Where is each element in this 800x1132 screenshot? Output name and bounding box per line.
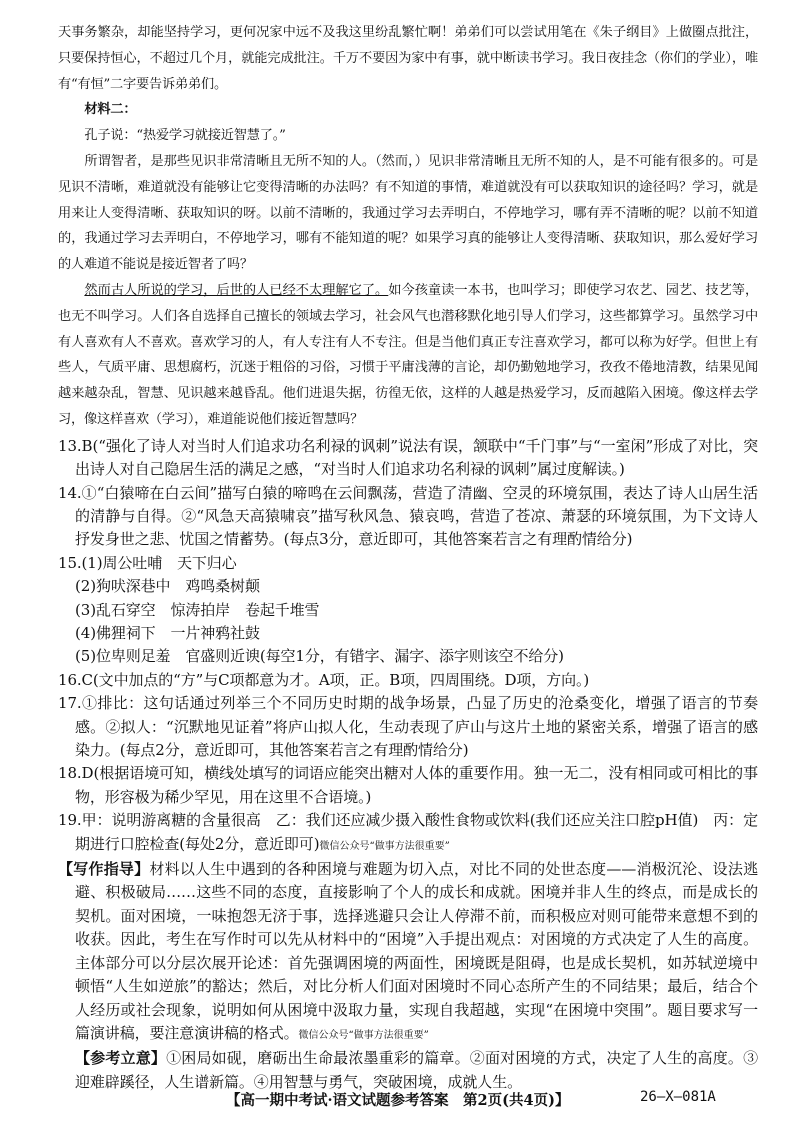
answer-17: 17.①排比：这句话通过列举三个不同历史时期的战争场景，凸显了历史的沧桑变化，增强了语言的节奏感。②拟人：“沉默地见证着”将庐山拟人化，生动表现了庐山与这片土地的紧密关系，增强了语言的感染力。(每点2分，意近即可，其他答案若言之有理酌情给分)	[58, 694, 758, 760]
answer-15-3: (3)乱石穿空 惊涛拍岸 卷起千堆雪	[75, 600, 320, 619]
answer-15-2: (2)狗吠深巷中 鸡鸣桑树颠	[75, 577, 260, 596]
answer-19-text: 19.甲：说明游离糖的含量很高 乙：我们还应减少摄入酸性食物或饮料(我们还应关注口腔pH值) 丙：定期进行口腔检查(每处2分，意近即可)	[58, 811, 758, 853]
watermark-text: 微信公众号“做事方法很重要”	[319, 840, 450, 852]
reference-ideas	[58, 1047, 758, 1094]
translation-section	[58, 20, 758, 433]
answer-15-1: 15.(1)周公吐哺 天下归心	[58, 553, 237, 572]
answer-15-4: (4)佛狸祠下 一片神鸦社鼓	[75, 624, 260, 642]
answer-14: 14.①“白猿啼在白云间”描写白猿的啼鸣在云间飘荡，营造了清幽、空灵的环境氛围，表达了诗人山居生活的清静与自得。②“风急天高猿啸哀”描写秋风急、猿哀鸣，营造了苍凉、萧瑟的环境氛围，为下文诗人抒发身世之悲、忧国之情蓄势。(每点3分，意近即可，其他答案若言之有理酌情给分)	[58, 483, 758, 549]
underlined-sentence: 然而古人所说的学习，后世的人已经不太理解它了。	[84, 282, 389, 298]
reference-ideas-text: ①困局如砚，磨砺出生命最浓墨重彩的篇章。②面对困境的方式，决定了人生的高度。③迎难辟蹊径，人生谱新篇。④用智慧与勇气，突破困境，成就人生。	[75, 1049, 758, 1091]
confucius-quote: 孔子说：“热爱学习就接近智慧了。”	[84, 128, 286, 144]
watermark-text: 微信公众号“做事方法很重要”	[298, 1029, 429, 1041]
material2-paragraph-1: 所谓智者，是那些见识非常清晰且无所不知的人。（然而，）见识非常清晰且无所不知的人，是不可能有很多的。可是见识不清晰，难道就没有能够让它变得清晰的办法吗？有不知道的事情，难道就没有可以获取知识的途径吗？学习，就是用来让人变得清晰、获取知识的呀。以前不清晰的，我通过学习去弄明白，不停地学习，哪有弄不清晰的呢？以前不知道的，我通过学习去弄明白，不停地学习，哪有不能知道的呢？如果学习真的能够让人变得清晰、获取知识，那么爱好学习的人难道不能说是接近智者了吗？	[58, 153, 758, 273]
material1-translation-end: 天事务繁杂，却能坚持学习，更何况家中远不及我这里纷乱繁忙啊！弟弟们可以尝试用笔在《朱子纲目》上做圈点批注，只要保持恒心，不超过几个月，就能完成批注。千万不要因为家中有事，就中断读书学习。我日夜挂念（你们的学业），唯有“有恒”二字要告诉弟弟们。	[58, 25, 758, 92]
footer-title: 【高一期中考试·语文试题参考答案 第2页(共4页)】	[226, 1092, 570, 1109]
answers-section	[58, 435, 758, 1094]
paragraph-2-rest: 如今孩童读一本书，也叫学习；即使学习农艺、园艺、技艺等，也无不叫学习。人们各自选择自己擅长的领域去学习，社会风气也潜移默化地引导人们学习，这些都算学习。虽然学习中有人喜欢有人不喜欢。喜欢学习的人，有人专注有人不专注。但是当他们真正专注喜欢学习，都可以称为好学。但世上有些人，气质平庸、思想腐朽，沉迷于粗俗的习俗，习惯于平庸浅薄的言论，却仍勤勉地学习，孜孜不倦地清教，结果见闻越来越杂乱，智慧、见识越来越昏乱。他们进退失据，彷徨无依，这样的人越是热爱学习，反而越陷入困境。像这样去学习，像这样喜欢（学习），难道能说他们接近智慧吗？	[58, 282, 758, 427]
material2-heading: 材料二：	[84, 102, 137, 118]
answer-15-5: (5)位卑则足羞 官盛则近谀(每空1分，有错字、漏字、添字则该空不给分)	[75, 647, 564, 666]
answer-13: 13.B(“强化了诗人对当时人们追求功名利禄的讽刺”说法有误，颔联中“千门事”与“一室闲”形成了对比，突出诗人对自己隐居生活的满足之感，“对当时人们追求功名利禄的讽刺”属过度解读。)	[58, 436, 758, 479]
page-content	[58, 20, 758, 1094]
exam-code: 26—X—081A	[640, 1089, 716, 1105]
answer-16: 16.C(文中加点的“方”与C项都意为才。A项，正。B项，四周围绕。D项，方向。)	[58, 670, 590, 689]
reference-ideas-tag: 【参考立意】	[75, 1049, 167, 1068]
answer-19	[58, 809, 758, 858]
writing-guide-tag: 【写作指导】	[58, 860, 150, 879]
page-footer	[0, 1089, 800, 1111]
answer-20	[58, 858, 758, 1047]
answer-18: 18.D(根据语境可知，横线处填写的词语应能突出糖对人体的重要作用。独一无二，没有相同或可相比的事物，形容极为稀少罕见，用在这里不合语境。)	[58, 764, 758, 806]
material2-paragraph-2	[58, 278, 758, 433]
writing-guide-text: 材料以人生中遇到的各种困境与难题为切入点，对比不同的处世态度——消极沉沦、设法逃避、积极破局……这些不同的态度，直接影响了个人的成长和成就。困境并非人生的终点，而是成长的契机。面对困境，一味抱怨无济于事，选择逃避只会让人停滞不前，而积极应对则可能带来意想不到的收获。因此，考生在写作时可以先从材料中的“困境”入手提出观点：对困境的方式决定了人生的高度。主体部分可以分层次展开论述：首先强调困境的两面性，困境既是阻碍，也是成长契机，如苏轼逆境中顿悟“人生如逆旅”的豁达；然后，对比分析人们面对困境时不同心态所产生的不同结果；最后，结合个人经历或社会现象，说明如何从困境中汲取力量，实现自我超越，实现“在困境中突围”。题目要求写一篇演讲稿，要注意演讲稿的格式。	[75, 860, 758, 1042]
